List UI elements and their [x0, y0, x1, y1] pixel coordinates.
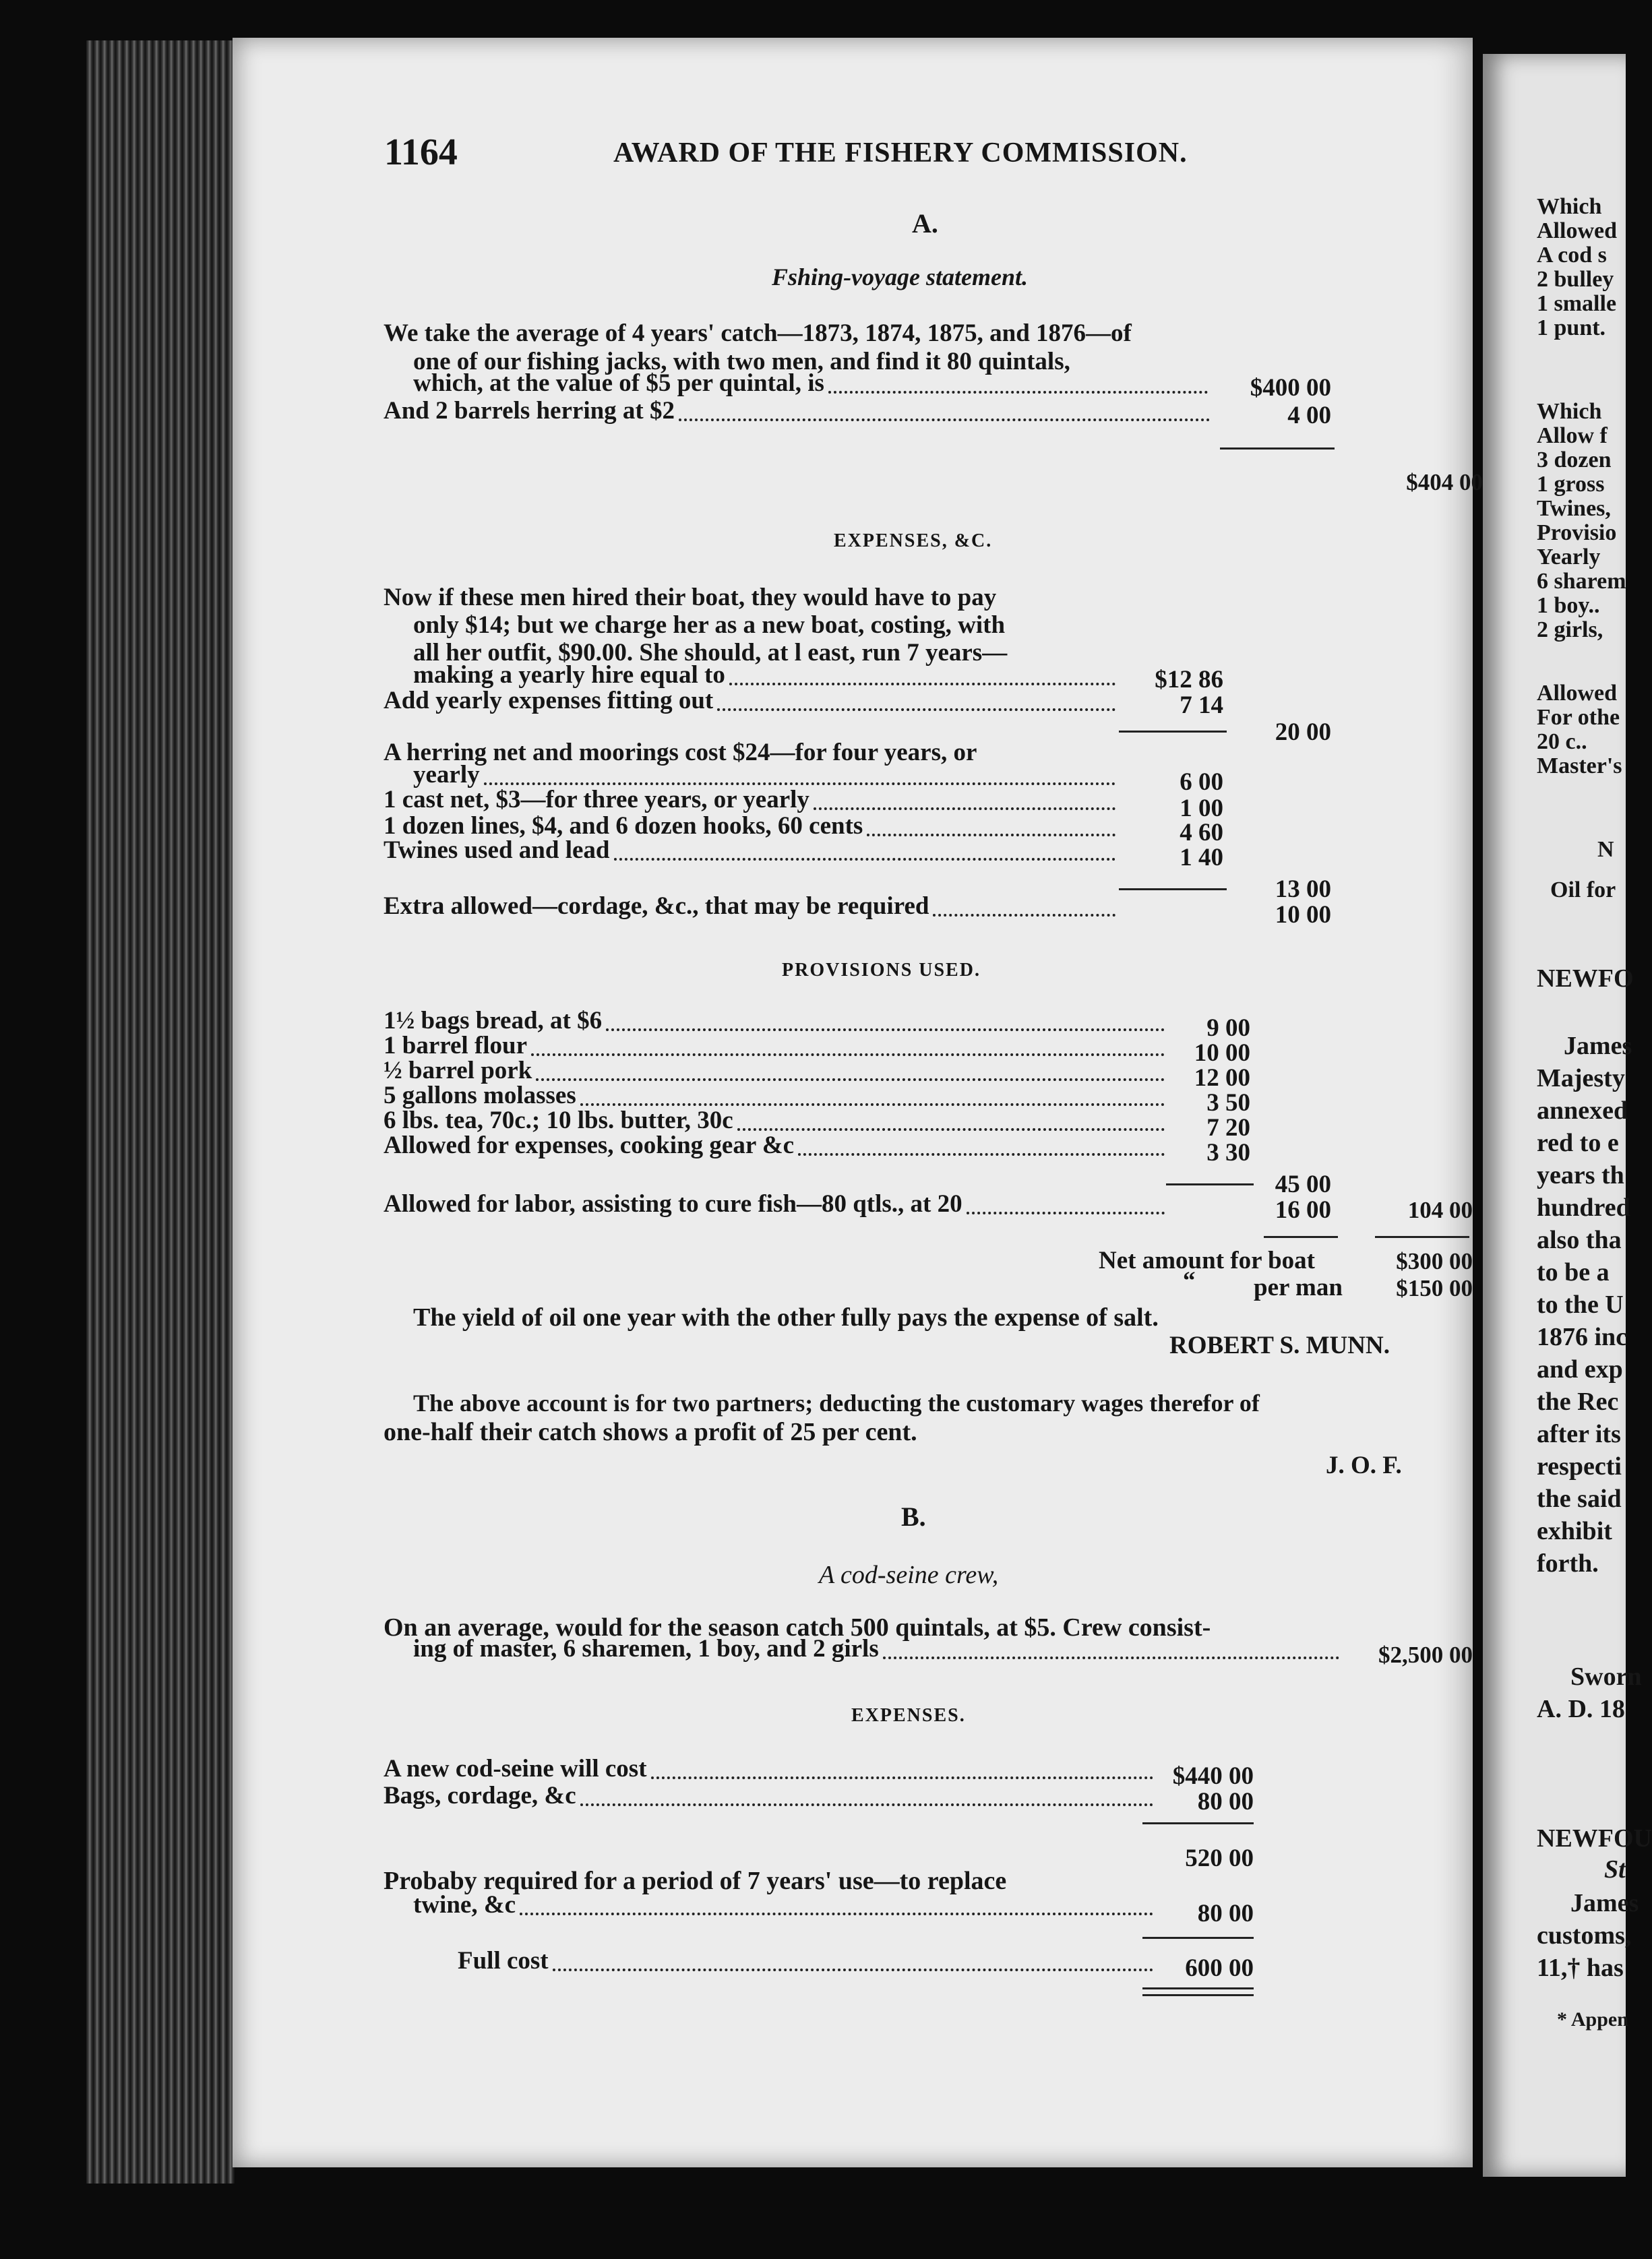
- facing-fragment: Twines,: [1537, 496, 1611, 521]
- section-b-letter: B.: [901, 1502, 926, 1532]
- boat-line-3: all her outfit, $90.00. She should, at l east, run 7 years—: [413, 639, 1008, 667]
- facing-fragment: 1876 inc: [1537, 1323, 1628, 1351]
- facing-fragment: respecti: [1537, 1452, 1622, 1481]
- gear-item-amount: 4 60: [1180, 819, 1223, 846]
- section-b-intro-line-1: On an average, would for the season catch 500 quintals, at $5. Crew consist-: [384, 1613, 1211, 1642]
- rule-catch-total: [1220, 447, 1335, 450]
- facing-fragment: 2 bulley: [1537, 267, 1614, 292]
- provision-label: 1½ bags bread, at $6: [384, 1007, 603, 1034]
- facing-fragment: 11,† has: [1537, 1954, 1624, 1982]
- extra-allowed-line: [384, 894, 1120, 921]
- replace-line-1: Probaby required for a period of 7 years' use—to replace: [384, 1867, 1007, 1895]
- boat-hire-line: [413, 662, 1120, 689]
- facing-fragment: NEWFOU: [1537, 1824, 1652, 1853]
- facing-fragment: to the U: [1537, 1291, 1624, 1319]
- facing-fragment: Allowed: [1537, 681, 1617, 706]
- fitting-out-amount: 7 14: [1180, 691, 1223, 719]
- provision-amount: 12 00: [1194, 1064, 1250, 1092]
- provision-label: 6 lbs. tea, 70c.; 10 lbs. butter, 30c: [384, 1107, 733, 1134]
- boat-hire-label: making a yearly hire equal to: [413, 661, 725, 689]
- section-b-subtitle: A cod-seine crew,: [819, 1561, 999, 1589]
- full-cost-label: Full cost: [458, 1947, 549, 1975]
- section-a-intro-line-2: one of our fishing jacks, with two men, and find it 80 quintals,: [413, 348, 1070, 375]
- facing-fragment: Sworn: [1570, 1663, 1642, 1691]
- rule-full-cost-double-b: [1142, 1994, 1254, 1996]
- provisions-heading: PROVISIONS USED.: [782, 960, 981, 981]
- facing-fragment: the Rec: [1537, 1388, 1619, 1416]
- facing-fragment: NEWFO: [1537, 964, 1634, 993]
- rule-expenses-total-b: [1375, 1236, 1469, 1238]
- net-amount-boat-label: Net amount for boat: [1099, 1247, 1315, 1274]
- partners-line-1: The above account is for two partners; deducting the customary wages therefor of: [413, 1390, 1260, 1417]
- facing-fragment: 1 gross: [1537, 472, 1605, 497]
- oil-note: The yield of oil one year with the other fully pays the expense of salt.: [413, 1303, 1159, 1332]
- rule-expenses-total-a: [1264, 1236, 1338, 1238]
- boat-line-1: Now if these men hired their boat, they would have to pay: [384, 584, 997, 611]
- facing-fragment: 3 dozen: [1537, 447, 1612, 472]
- gear-item-label: 1 cast net, $3—for three years, or yearly: [384, 786, 809, 813]
- facing-fragment: 1 smalle: [1537, 291, 1617, 316]
- full-cost-amount: 600 00: [1185, 1954, 1254, 1982]
- rule-section-b-subtotal: [1142, 1822, 1254, 1824]
- facing-fragment: years th: [1537, 1161, 1624, 1189]
- facing-fragment: Which: [1537, 194, 1602, 219]
- facing-fragment: to be a: [1537, 1258, 1610, 1287]
- cod-seine-line: [384, 1756, 1157, 1783]
- section-a-intro-line-1: We take the average of 4 years' catch—1873, 1874, 1875, and 1876—of: [384, 319, 1132, 347]
- replace-label: twine, &c: [413, 1891, 516, 1919]
- facing-fragment: Master's: [1537, 753, 1622, 778]
- catch-value-line: [413, 371, 1212, 398]
- facing-fragment: Allow f: [1537, 423, 1608, 448]
- book-page-edges: [86, 40, 235, 2184]
- signature-robert-munn: ROBERT S. MUNN.: [1169, 1332, 1390, 1359]
- gear-item-amount: 1 00: [1180, 795, 1223, 822]
- facing-fragment: Which: [1537, 399, 1602, 424]
- gear-item-3: [384, 838, 1120, 865]
- fitting-out-label: Add yearly expenses fitting out: [384, 687, 714, 714]
- facing-fragment: * Appen: [1557, 2008, 1628, 2031]
- herring-label: And 2 barrels herring at $2: [384, 397, 675, 425]
- provision-item: [384, 1133, 1169, 1160]
- running-title: AWARD OF THE FISHERY COMMISSION.: [613, 137, 1188, 168]
- catch-value-label: which, at the value of $5 per quintal, is: [413, 369, 824, 397]
- full-cost-line: [458, 1948, 1157, 1975]
- provision-label: ½ barrel pork: [384, 1057, 532, 1084]
- extra-allowed-amount: 10 00: [1275, 901, 1331, 929]
- net-amount-boat: $300 00: [1396, 1248, 1473, 1274]
- rule-full-cost-double-a: [1142, 1987, 1254, 1989]
- facing-page: [1483, 54, 1652, 2177]
- cod-seine-label: A new cod-seine will cost: [384, 1755, 647, 1783]
- labor-label: Allowed for labor, assisting to cure fish—80 qtls., at 20: [384, 1190, 962, 1218]
- facing-fragment: For othe: [1537, 705, 1620, 730]
- facing-fragment: after its: [1537, 1420, 1621, 1448]
- provision-amount: 7 20: [1206, 1114, 1250, 1142]
- provision-label: 1 barrel flour: [384, 1032, 528, 1059]
- section-b-intro-label: ing of master, 6 sharemen, 1 boy, and 2 girls: [413, 1635, 879, 1663]
- facing-fragment: exhibit: [1537, 1517, 1612, 1545]
- rule-full-cost: [1142, 1937, 1254, 1939]
- gear-subtotal: 13 00: [1275, 875, 1331, 903]
- facing-fragment: 2 girls,: [1537, 617, 1603, 642]
- facing-fragment: forth.: [1537, 1549, 1599, 1578]
- facing-fragment: also tha: [1537, 1226, 1622, 1254]
- facing-fragment: 1 punt.: [1537, 315, 1606, 340]
- provision-amount: 3 50: [1206, 1089, 1250, 1117]
- facing-fragment: the said: [1537, 1485, 1622, 1513]
- provision-amount: 3 30: [1206, 1139, 1250, 1167]
- section-a-letter: A.: [912, 208, 938, 239]
- facing-fragment: Majesty: [1537, 1064, 1625, 1092]
- section-b-subtotal: 520 00: [1185, 1845, 1254, 1872]
- provision-amount: 9 00: [1206, 1014, 1250, 1042]
- section-b-expenses-heading: EXPENSES.: [851, 1705, 966, 1726]
- facing-fragment: James: [1570, 1889, 1639, 1917]
- ditto-mark: “: [1183, 1267, 1196, 1295]
- extra-allowed-label: Extra allowed—cordage, &c., that may be required: [384, 892, 929, 920]
- rule-boat-subtotal: [1119, 731, 1227, 733]
- expenses-total: 104 00: [1407, 1197, 1473, 1223]
- facing-fragment: Provisio: [1537, 520, 1617, 545]
- gear-item-1: [384, 787, 1120, 814]
- facing-fragment: red to e: [1537, 1129, 1619, 1157]
- labor-line: [384, 1192, 1169, 1218]
- facing-fragment: 1 boy..: [1537, 593, 1600, 618]
- facing-fragment: hundred: [1537, 1194, 1630, 1222]
- gear-item-label: Twines used and lead: [384, 836, 610, 864]
- section-b-catch-amount: $2,500 00: [1378, 1642, 1473, 1668]
- labor-amount: 16 00: [1275, 1196, 1331, 1224]
- document-page: [233, 38, 1483, 2167]
- net-yearly-label: yearly: [413, 761, 480, 788]
- provision-label: Allowed for expenses, cooking gear &c: [384, 1132, 795, 1159]
- rule-gear-subtotal: [1119, 888, 1227, 890]
- facing-fragment: 6 sharem: [1537, 569, 1626, 594]
- herring-amount: 4 00: [1287, 402, 1331, 429]
- per-man-amount: $150 00: [1396, 1275, 1473, 1301]
- net-line-1: A herring net and moorings cost $24—for four years, or: [384, 739, 977, 766]
- facing-fragment: and exp: [1537, 1355, 1623, 1384]
- facing-fragment: N: [1597, 837, 1614, 862]
- facing-fragment: 20 c..: [1537, 729, 1587, 754]
- facing-fragment: Oil for: [1550, 877, 1616, 902]
- facing-fragment: Allowed: [1537, 218, 1617, 243]
- cod-seine-amount: $440 00: [1172, 1762, 1254, 1790]
- page-number: 1164: [384, 131, 458, 173]
- section-a-expenses-heading: EXPENSES, &C.: [834, 530, 993, 551]
- facing-fragment: customs,: [1537, 1921, 1632, 1950]
- section-a-subtitle: Fshing-voyage statement.: [772, 264, 1028, 290]
- replace-amount: 80 00: [1197, 1900, 1254, 1927]
- gear-item-amount: 1 40: [1180, 844, 1223, 871]
- herring-line: [384, 398, 1214, 425]
- provisions-subtotal: 45 00: [1275, 1171, 1331, 1198]
- boat-subtotal: 20 00: [1275, 718, 1331, 746]
- facing-fragment: A. D. 18: [1537, 1695, 1625, 1723]
- bags-cordage-amount: 80 00: [1197, 1788, 1254, 1816]
- boat-line-2: only $14; but we charge her as a new boat, costing, with: [413, 611, 1006, 639]
- facing-fragment: James: [1564, 1032, 1632, 1060]
- provision-amount: 10 00: [1194, 1039, 1250, 1067]
- facing-fragment: Yearly: [1537, 545, 1601, 569]
- section-a-total: $404 00: [1406, 469, 1483, 495]
- fitting-out-line: [384, 688, 1120, 715]
- facing-fragment: St: [1604, 1855, 1626, 1884]
- bags-cordage-label: Bags, cordage, &c: [384, 1782, 576, 1809]
- catch-value-amount: $400 00: [1250, 374, 1331, 402]
- boat-hire-amount: $12 86: [1155, 666, 1223, 693]
- provision-label: 5 gallons molasses: [384, 1082, 576, 1109]
- initials-jof: J. O. F.: [1326, 1452, 1402, 1479]
- per-man-label: per man: [1254, 1274, 1343, 1301]
- partners-line-2: one-half their catch shows a profit of 25 per cent.: [384, 1418, 917, 1446]
- net-yearly-amount: 6 00: [1180, 768, 1223, 796]
- gear-item-label: 1 dozen lines, $4, and 6 dozen hooks, 60 cents: [384, 812, 863, 840]
- bags-cordage-line: [384, 1783, 1157, 1810]
- section-b-intro-line-2: [413, 1636, 1343, 1663]
- replace-line-2: [413, 1892, 1157, 1919]
- facing-fragment: annexed: [1537, 1096, 1628, 1125]
- facing-fragment: A cod s: [1537, 243, 1607, 268]
